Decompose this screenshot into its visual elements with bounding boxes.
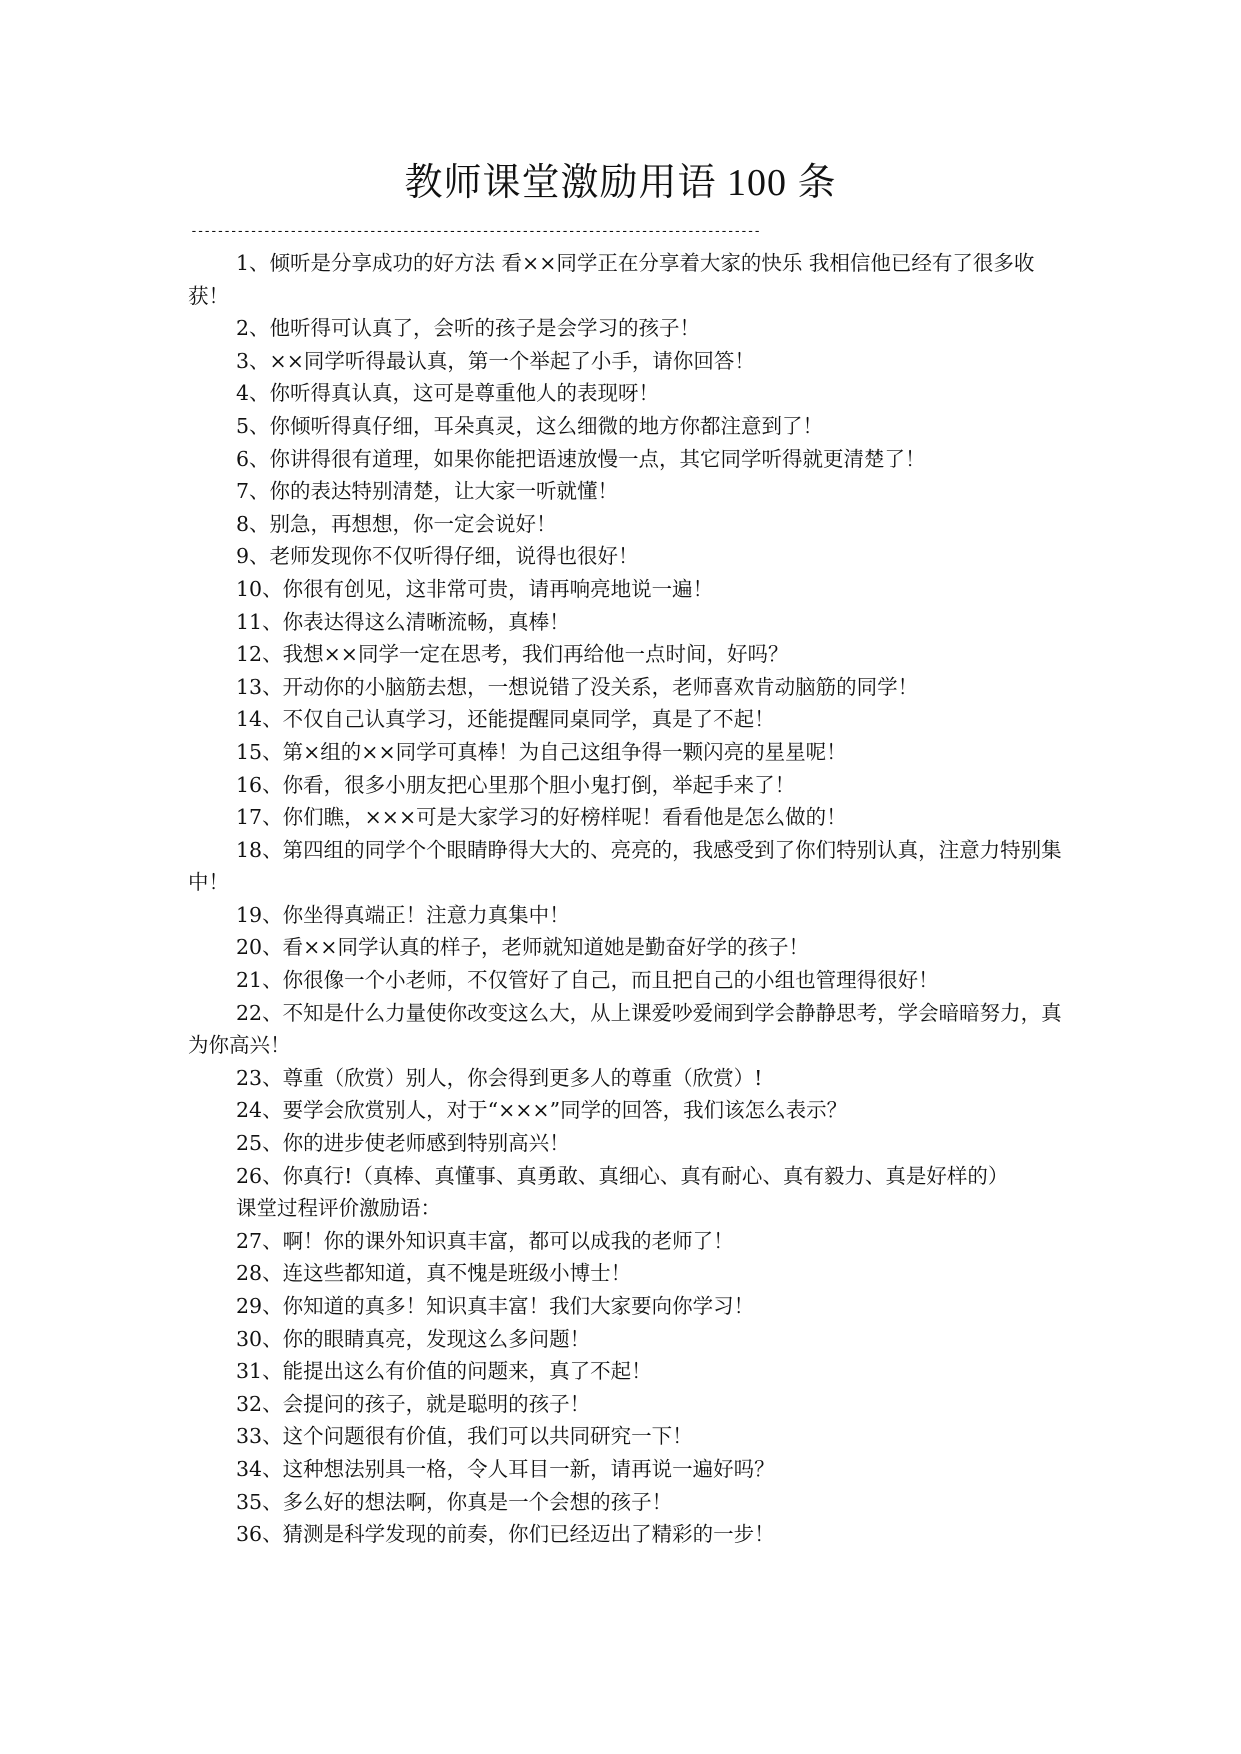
list-item: 7、你的表达特别清楚，让大家一听就懂！ [236, 479, 619, 504]
list-item: 28、连这些都知道，真不愧是班级小博士！ [236, 1261, 632, 1286]
list-item: 11、你表达得这么清晰流畅，真棒！ [236, 609, 570, 634]
list-item: 22、不知是什么力量使你改变这么大，从上课爱吵爱闹到学会静静思考，学会暗暗努力，真为你高兴！ [188, 1000, 1062, 1058]
list-item: 13、开动你的小脑筋去想，一想说错了没关系，老师喜欢肯动脑筋的同学！ [236, 674, 919, 699]
list-item: 8、别急，再想想，你一定会说好！ [236, 511, 557, 536]
list-item: 32、会提问的孩子，就是聪明的孩子！ [236, 1391, 591, 1416]
list-item: 31、能提出这么有价值的问题来，真了不起！ [236, 1359, 652, 1384]
list-item: 14、不仅自己认真学习，还能提醒同桌同学，真是了不起！ [236, 707, 775, 732]
list-item: 26、你真行!（真棒、真懂事、真勇敢、真细心、真有耐心、真有毅力、真是好样的） [236, 1163, 1009, 1188]
document-body [188, 247, 1073, 1551]
list-item: 6、你讲得很有道理，如果你能把语速放慢一点，其它同学听得就更清楚了！ [236, 446, 926, 471]
dashed-divider: -------------------------------------------------------------------------------------- [190, 224, 760, 239]
list-item: 21、你很像一个小老师，不仅管好了自己，而且把自己的小组也管理得很好！ [236, 968, 939, 993]
list-item: 33、这个问题很有价值，我们可以共同研究一下！ [236, 1424, 693, 1449]
list-item: 18、第四组的同学个个眼睛睁得大大的、亮亮的，我感受到了你们特别认真，注意力特别集中！ [188, 837, 1062, 895]
list-item: 35、多么好的想法啊，你真是一个会想的孩子！ [236, 1489, 673, 1514]
list-item: 29、你知道的真多！知识真丰富！我们大家要向你学习！ [236, 1294, 755, 1318]
list-item: 5、你倾听得真仔细，耳朵真灵，这么细微的地方你都注意到了！ [236, 413, 824, 438]
list-item: 9、老师发现你不仅听得仔细，说得也很好！ [236, 544, 639, 569]
list-item: 19、你坐得真端正！注意力真集中！ [236, 902, 570, 927]
list-item: 36、猜测是科学发现的前奏，你们已经迈出了精彩的一步！ [236, 1522, 775, 1547]
list-item: 2、他听得可认真了，会听的孩子是会学习的孩子！ [236, 316, 701, 341]
list-item: 1、倾听是分享成功的好方法 看××同学正在分享着大家的快乐 我相信他已经有了很多收获！ [188, 251, 1035, 308]
list-item: 30、你的眼睛真亮，发现这么多问题！ [236, 1326, 591, 1351]
list-item: 16、你看，很多小朋友把心里那个胆小鬼打倒，举起手来了！ [236, 772, 796, 797]
list-item: 20、看××同学认真的样子，老师就知道她是勤奋好学的孩子！ [236, 935, 809, 960]
list-item: 27、啊！你的课外知识真丰富，都可以成我的老师了！ [236, 1228, 734, 1253]
document-title: 教师课堂激励用语 100 条 [404, 162, 837, 204]
list-item: 15、第×组的××同学可真棒！为自己这组争得一颗闪亮的星星呢！ [236, 739, 847, 764]
list-item: 10、你很有创见，这非常可贵，请再响亮地说一遍！ [236, 576, 714, 601]
list-item: 34、这种想法别具一格，令人耳目一新，请再说一遍好吗？ [236, 1456, 775, 1481]
list-item: 17、你们瞧，×××可是大家学习的好榜样呢！看看他是怎么做的！ [236, 805, 847, 830]
list-item: 24、要学会欣赏别人，对于“×××”同学的回答，我们该怎么表示？ [236, 1098, 848, 1123]
list-item: 12、我想××同学一定在思考，我们再给他一点时间，好吗？ [236, 642, 789, 667]
list-item: 3、××同学听得最认真，第一个举起了小手，请你回答！ [236, 348, 755, 373]
section-heading: 课堂过程评价激励语： [236, 1196, 441, 1221]
list-item: 23、尊重（欣赏）别人，你会得到更多人的尊重（欣赏）! [236, 1065, 763, 1090]
list-item: 4、你听得真认真，这可是尊重他人的表现呀！ [236, 381, 660, 406]
list-item: 25、你的进步使老师感到特别高兴！ [236, 1131, 570, 1156]
